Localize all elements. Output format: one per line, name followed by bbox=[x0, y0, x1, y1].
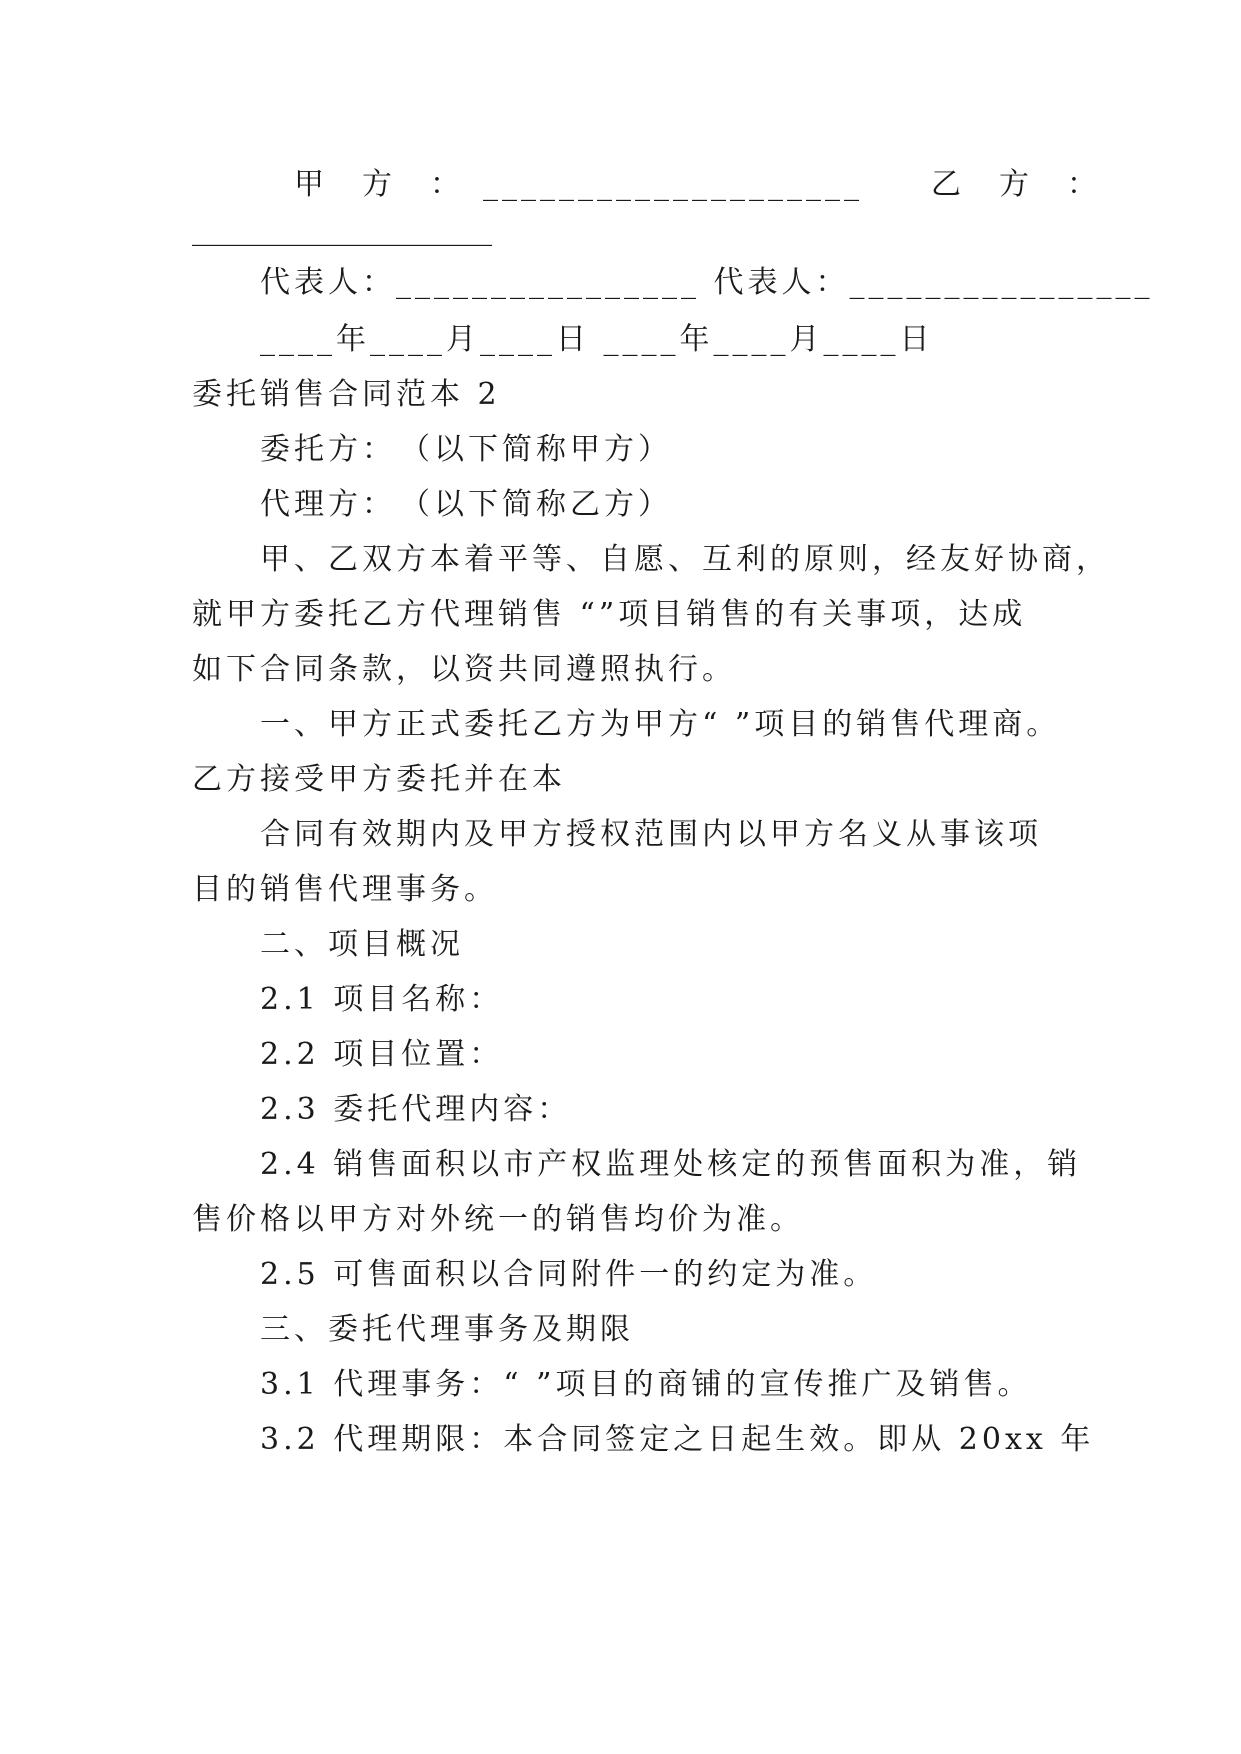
paragraph-line: 2.2 项目位置： bbox=[192, 1037, 504, 1072]
party-signature-line: 甲 方 ： ____________________ 乙 方 ： bbox=[192, 167, 1101, 202]
paragraph-line: 2.4 销售面积以市产权监理处核定的预售面积为准，销 bbox=[192, 1147, 1082, 1182]
paragraph-line: 2.3 委托代理内容： bbox=[192, 1092, 572, 1127]
party-b-blank-line: ____________________ bbox=[192, 212, 492, 247]
section-heading: 委托销售合同范本 2 bbox=[192, 377, 501, 412]
client-party-line: 委托方： （以下简称甲方） bbox=[192, 432, 672, 467]
paragraph-line: 合同有效期内及甲方授权范围内以甲方名义从事该项 bbox=[192, 817, 1042, 852]
paragraph-line: 一、甲方正式委托乙方为甲方“ ”项目的销售代理商。 bbox=[192, 707, 1061, 742]
paragraph-line: 三、委托代理事务及期限 bbox=[192, 1312, 634, 1347]
paragraph-line: 3.1 代理事务：“ ”项目的商铺的宣传推广及销售。 bbox=[192, 1367, 1032, 1402]
paragraph-line: 甲、乙双方本着平等、自愿、互利的原则，经友好协商， bbox=[192, 542, 1110, 577]
paragraph-line: 二、项目概况 bbox=[192, 927, 464, 962]
paragraph-line: 目的销售代理事务。 bbox=[192, 872, 498, 907]
paragraph-line: 就甲方委托乙方代理销售 “”项目销售的有关事项，达成 bbox=[192, 597, 1027, 632]
paragraph-line: 3.2 代理期限：本合同签定之日起生效。即从 20xx 年 bbox=[192, 1422, 1095, 1457]
agent-party-line: 代理方： （以下简称乙方） bbox=[192, 487, 672, 522]
paragraph-line: 2.5 可售面积以合同附件一的约定为准。 bbox=[192, 1257, 878, 1292]
date-line: ____年____月____日 ____年____月____日 bbox=[192, 322, 934, 357]
representative-line: 代表人：________________ 代表人：________________ bbox=[192, 265, 1154, 300]
paragraph-line: 乙方接受甲方委托并在本 bbox=[192, 762, 566, 797]
paragraph-line: 2.1 项目名称： bbox=[192, 982, 504, 1017]
paragraph-line: 如下合同条款，以资共同遵照执行。 bbox=[192, 652, 736, 687]
paragraph-line: 售价格以甲方对外统一的销售均价为准。 bbox=[192, 1202, 804, 1237]
